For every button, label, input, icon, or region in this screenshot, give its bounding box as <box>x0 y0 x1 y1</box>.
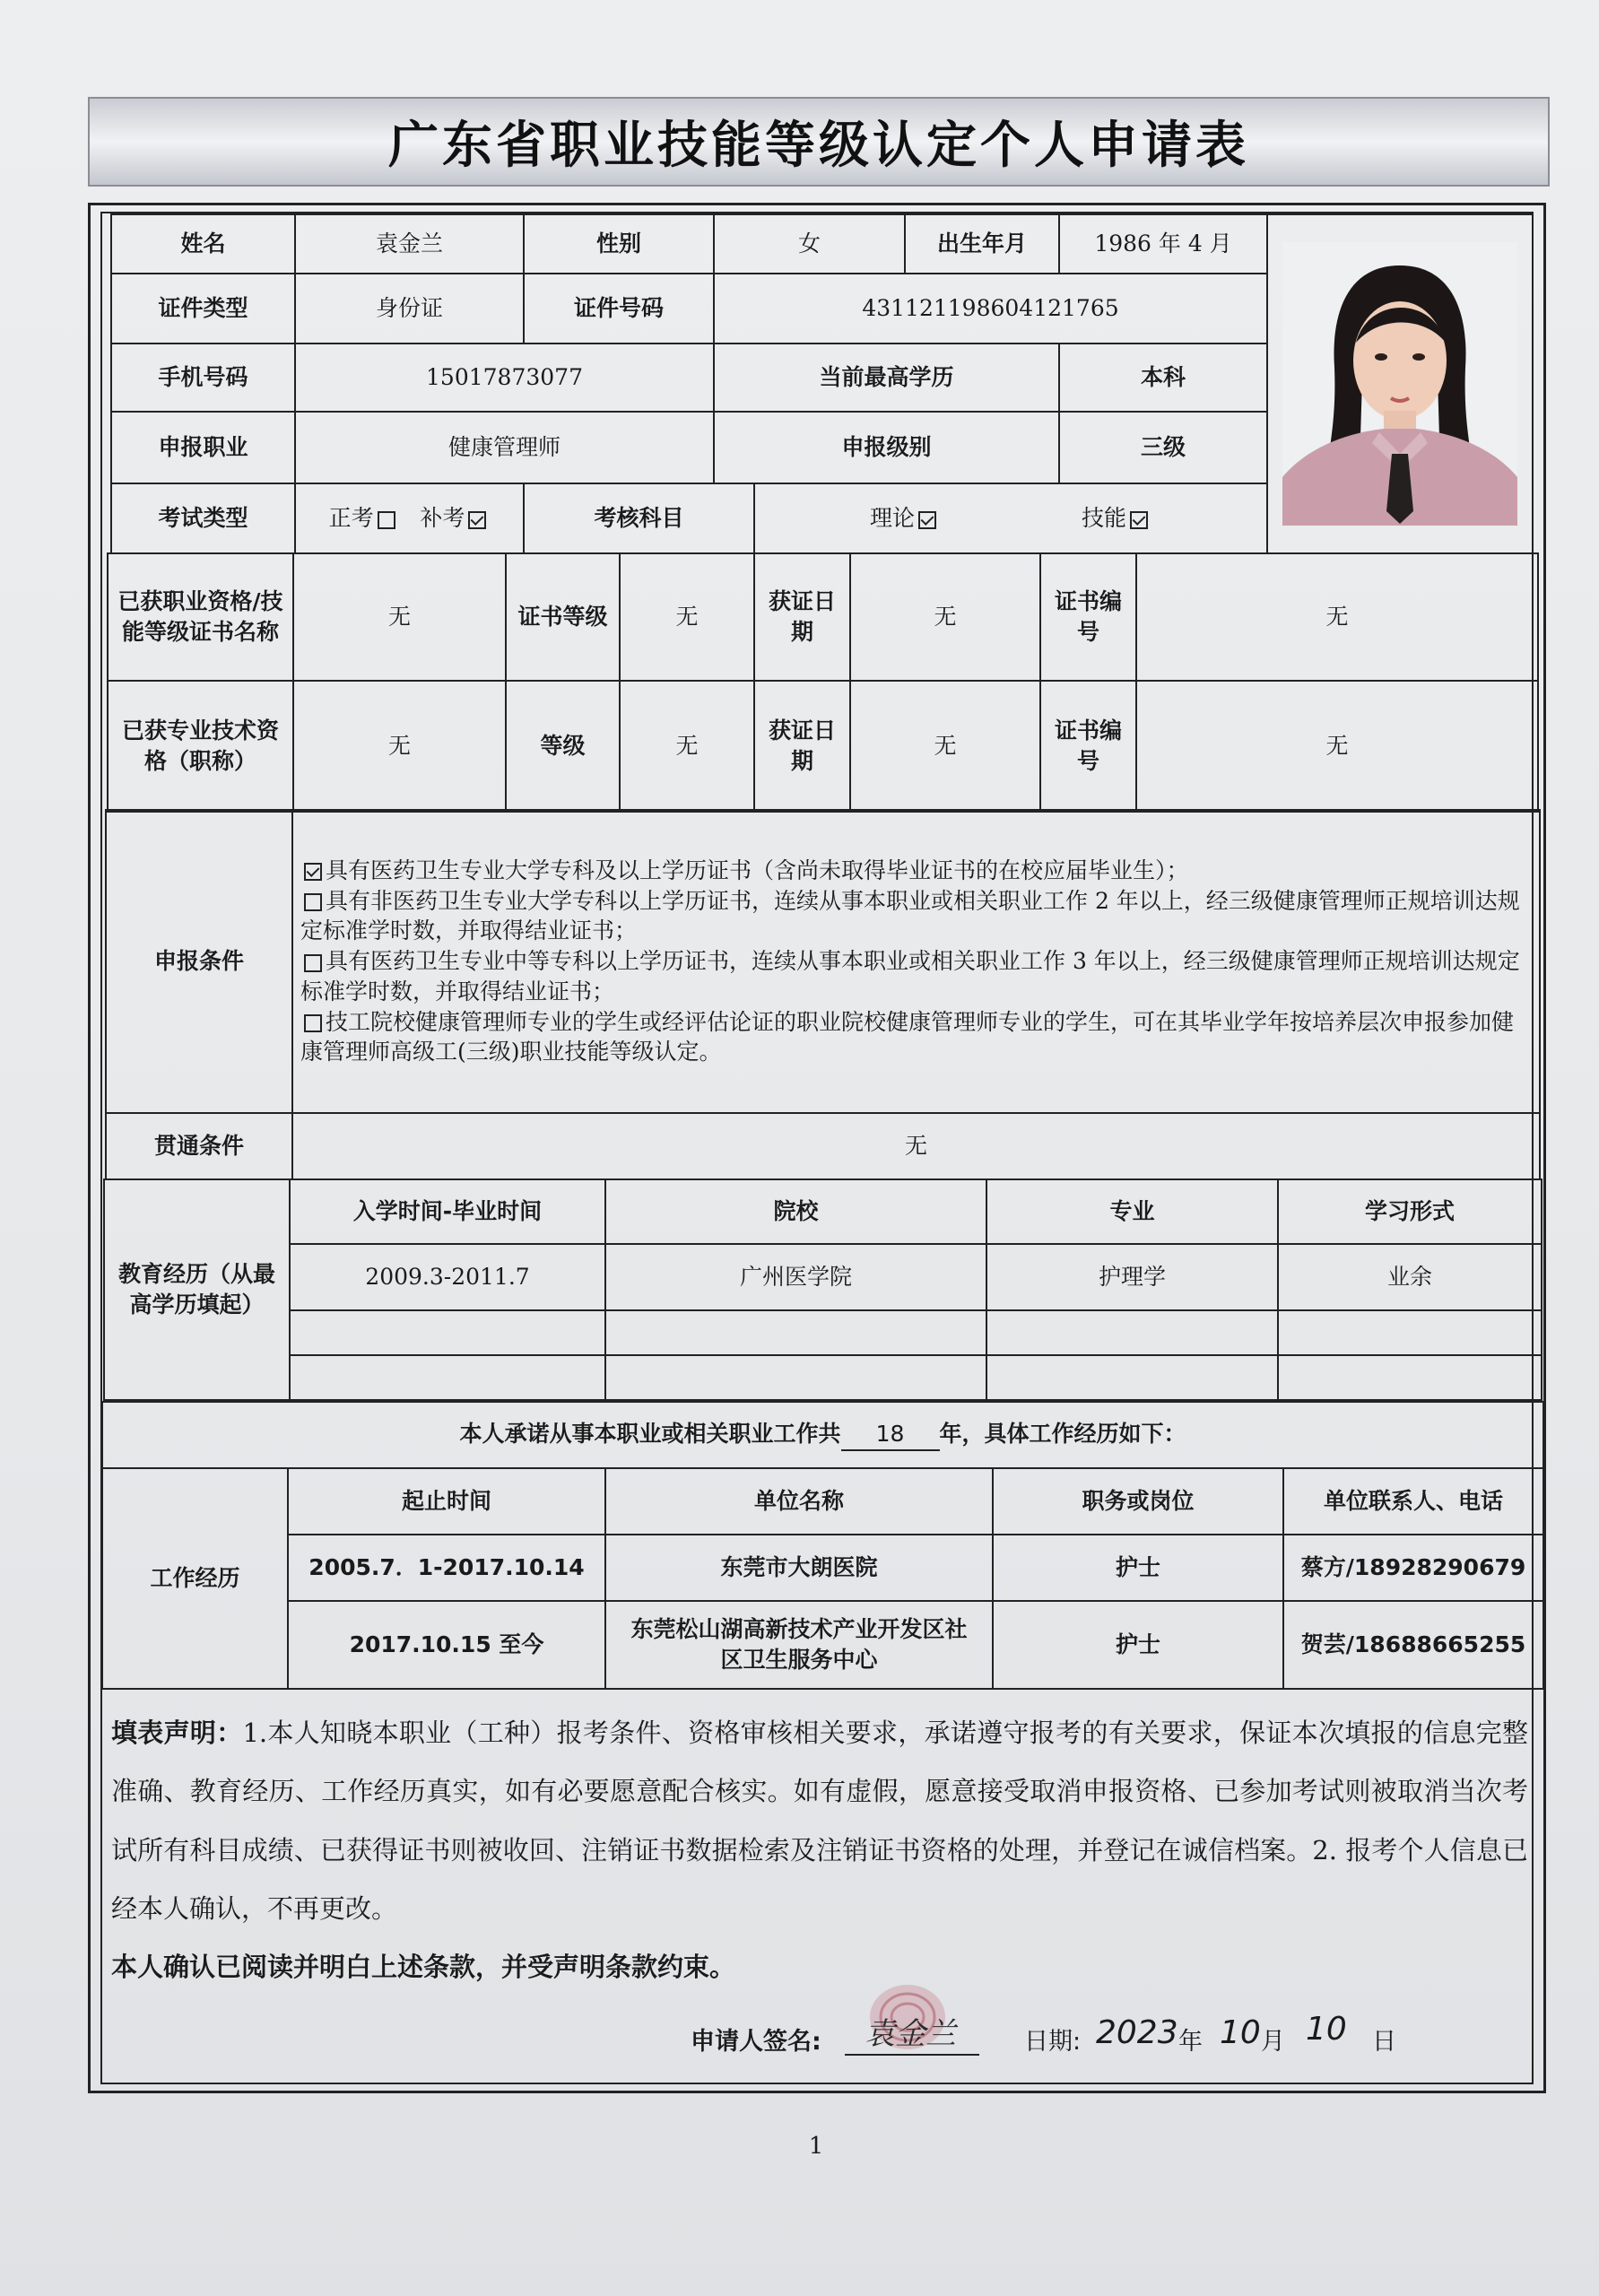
pathway-label: 贯通条件 <box>106 1113 292 1179</box>
edu-header-major: 专业 <box>986 1179 1278 1244</box>
exam-normal-label: 正考 <box>328 505 374 532</box>
date-year: 2023 <box>1096 2014 1178 2051</box>
condition-item: 技工院校健康管理师专业的学生或经评估论证的职业院校健康管理师专业的学生，可在其毕业学年按培养层次申报参加健康管理师高级工(三级)职业技能等级认定。 <box>300 1008 1515 1065</box>
date-day-unit: 日 <box>1372 2028 1396 2056</box>
cert-number-label: 证书编号 <box>1040 553 1136 681</box>
date-year-unit: 年 <box>1178 2028 1203 2056</box>
date-label: 日期: <box>1024 2028 1082 2056</box>
exam-skill-checkbox[interactable] <box>1130 511 1148 529</box>
cert-date-label: 获证日期 <box>754 553 850 681</box>
work-years: 18 <box>841 1419 940 1451</box>
work-header-employer: 单位名称 <box>605 1468 993 1535</box>
form-title-band <box>88 97 1550 187</box>
work-header-contact: 单位联系人、电话 <box>1283 1468 1543 1535</box>
id-type-label: 证件类型 <box>111 274 295 344</box>
exam-theory-label: 理论 <box>870 505 916 532</box>
work-table <box>101 1401 1544 1690</box>
conditions-table <box>105 809 1541 1180</box>
work-statement: 本人承诺从事本职业或相关职业工作共 18 年，具体工作经历如下： <box>102 1402 1543 1468</box>
prof-level-label: 等级 <box>506 681 620 812</box>
prior-cert-date: 无 <box>850 553 1040 681</box>
condition-checkbox-4[interactable] <box>304 1014 322 1032</box>
prof-title-date: 无 <box>850 681 1040 812</box>
applicant-photo <box>1282 242 1517 526</box>
education-table <box>103 1178 1543 1401</box>
prof-number-label: 证书编号 <box>1040 681 1136 812</box>
condition-item: 具有医药卫生专业中等专科以上学历证书，连续从事本职业或相关职业工作 3 年以上，经三级健康管理师正规培训达规定标准学时数，并取得结业证书； <box>300 948 1520 1004</box>
condition-item: 具有非医药卫生专业大学专科以上学历证书，连续从事本职业或相关职业工作 2 年以上，经三级健康管理师正规培训达规定标准学时数，并取得结业证书； <box>300 887 1520 944</box>
prof-title-label: 已获专业技术资格（职称） <box>108 681 293 812</box>
table-row: 2005.7．1-2017.10.14 东莞市大朗医院 护士 蔡方/18928290679 <box>102 1535 1543 1601</box>
exam-type-options <box>295 483 524 553</box>
exam-subject-options <box>754 483 1267 553</box>
exam-makeup-checkbox[interactable] <box>468 511 486 529</box>
work-header-position: 职务或岗位 <box>993 1468 1283 1535</box>
date-month-unit: 月 <box>1261 2028 1285 2056</box>
declaration <box>111 1704 1528 1996</box>
condition-checkbox-2[interactable] <box>304 893 322 911</box>
signature-label: 申请人签名: <box>691 2028 821 2056</box>
birth-label: 出生年月 <box>905 214 1059 274</box>
name-value: 袁金兰 <box>295 214 524 274</box>
edu-header-period: 入学时间-毕业时间 <box>290 1179 605 1244</box>
photo-cell <box>1267 214 1533 553</box>
prior-cert-label: 已获职业资格/技能等级证书名称 <box>108 553 293 681</box>
gender-label: 性别 <box>524 214 714 274</box>
condition-checkbox-1[interactable] <box>304 863 322 881</box>
exam-subject-label: 考核科目 <box>524 483 754 553</box>
level-label: 申报级别 <box>714 412 1059 483</box>
prior-cert-level: 无 <box>620 553 754 681</box>
prof-date-label: 获证日期 <box>754 681 850 812</box>
condition-item: 具有医药卫生专业大学专科及以上学历证书（含尚未取得毕业证书的在校应届毕业生）； <box>300 856 1532 886</box>
condition-checkbox-3[interactable] <box>304 954 322 972</box>
personal-info-table <box>110 213 1534 554</box>
table-row: 2009.3-2011.7 广州医学院 护理学 业余 <box>104 1244 1542 1310</box>
exam-normal-checkbox[interactable] <box>378 511 395 529</box>
date-month: 10 <box>1220 2014 1261 2051</box>
work-history-label: 工作经历 <box>102 1468 288 1689</box>
date-day: 10 <box>1306 2011 1347 2048</box>
phone-label: 手机号码 <box>111 344 295 412</box>
id-type-value: 身份证 <box>295 274 524 344</box>
occupation-label: 申报职业 <box>111 412 295 483</box>
edu-history-label: 教育经历（从最高学历填起） <box>104 1179 290 1400</box>
signature-text: 袁金兰 <box>865 2016 956 2052</box>
level-value: 三级 <box>1059 412 1267 483</box>
cert-level-label: 证书等级 <box>506 553 620 681</box>
education-value: 本科 <box>1059 344 1267 412</box>
table-row <box>104 1310 1542 1355</box>
birth-value: 1986 年 4 月 <box>1059 214 1267 274</box>
form-title: 广东省职业技能等级认定个人申请表 <box>388 117 1249 175</box>
signature-row <box>691 2009 1498 2063</box>
edu-header-school: 院校 <box>605 1179 986 1244</box>
work-header-period: 起止时间 <box>288 1468 605 1535</box>
declaration-heading: 填表声明： <box>111 1718 243 1748</box>
gender-value: 女 <box>714 214 905 274</box>
prof-title-number: 无 <box>1136 681 1538 812</box>
education-label: 当前最高学历 <box>714 344 1059 412</box>
page-number: 1 <box>808 2133 824 2160</box>
id-number-label: 证件号码 <box>524 274 714 344</box>
prof-title-name: 无 <box>293 681 506 812</box>
occupation-value: 健康管理师 <box>295 412 714 483</box>
table-row <box>104 1355 1542 1400</box>
conditions-label: 申报条件 <box>106 810 292 1113</box>
declaration-body: 1.本人知晓本职业（工种）报考条件、资格审核相关要求，承诺遵守报考的有关要求，保证本次填报的信息完整准确、教育经历、工作经历真实，如有必要愿意配合核实。如有虚假，愿意接受取消申报资格、已参加考试则被取消当次考试所有科目成绩、已获得证书则被收回、注销证书数据检索及注销证书资格的处理，并登记在诚信档案。2. 报考个人信息已经本人确认，不再更改。 <box>111 1718 1528 1924</box>
prof-title-level: 无 <box>620 681 754 812</box>
prior-cert-number: 无 <box>1136 553 1538 681</box>
conditions-list <box>292 810 1540 1113</box>
certificate-table <box>107 552 1539 813</box>
exam-theory-checkbox[interactable] <box>918 511 936 529</box>
phone-value: 15017873077 <box>295 344 714 412</box>
declaration-confirm: 本人确认已阅读并明白上述条款，并受声明条款约束。 <box>111 1952 736 1982</box>
exam-skill-label: 技能 <box>1081 505 1126 532</box>
exam-makeup-label: 补考 <box>420 505 465 532</box>
table-row: 2017.10.15 至今 东莞松山湖高新技术产业开发区社区卫生服务中心 护士 贺芸/18688665255 <box>102 1601 1543 1689</box>
edu-header-mode: 学习形式 <box>1278 1179 1542 1244</box>
id-number-value: 431121198604121765 <box>714 274 1267 344</box>
exam-type-label: 考试类型 <box>111 483 295 553</box>
pathway-value: 无 <box>292 1113 1540 1179</box>
prior-cert-name: 无 <box>293 553 506 681</box>
signature-area <box>845 2009 979 2056</box>
name-label: 姓名 <box>111 214 295 274</box>
